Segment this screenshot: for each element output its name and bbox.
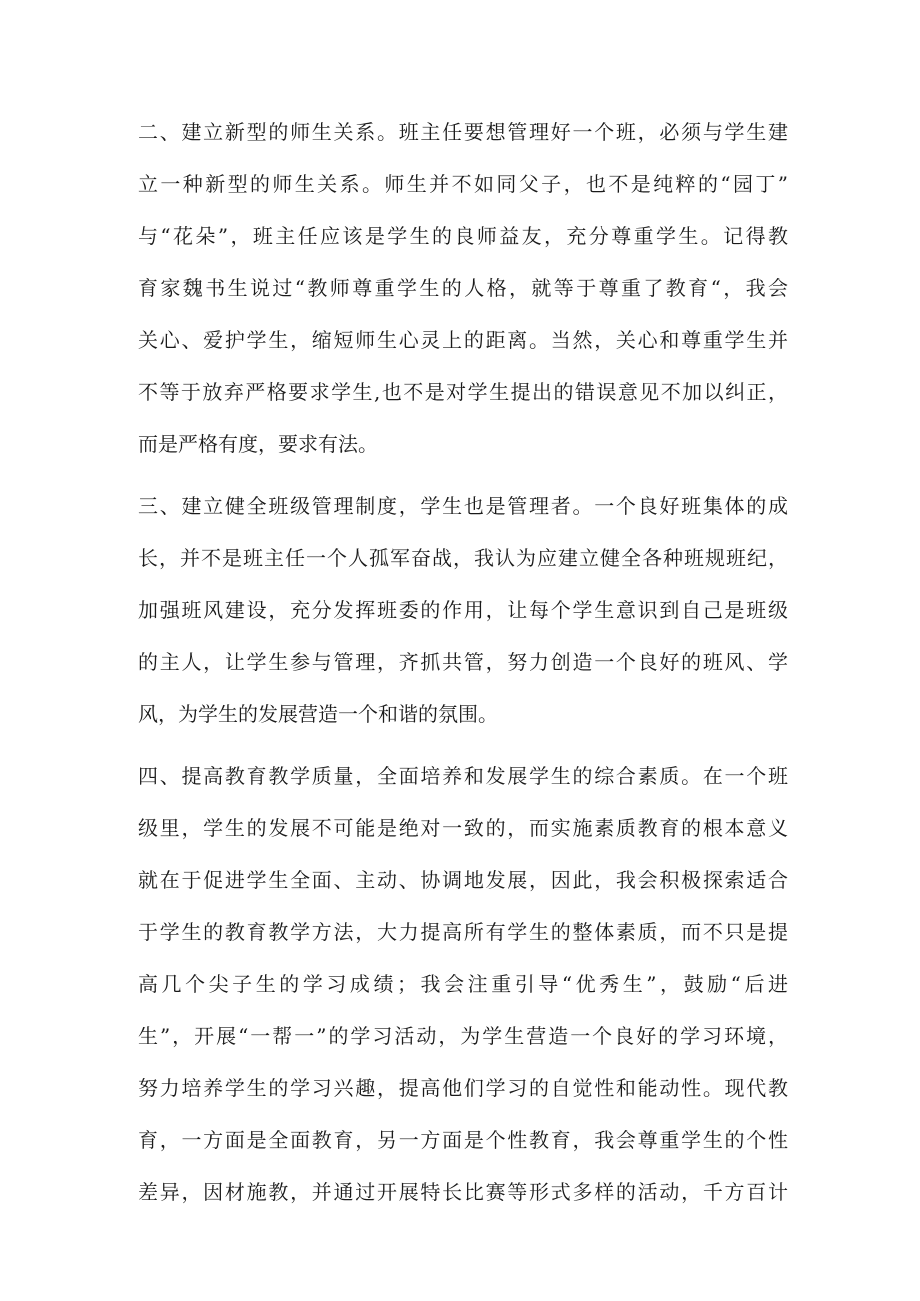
- text-line: 不等于放弃严格要求学生,也不是对学生提出的错误意见不加以纠正，: [138, 380, 788, 404]
- text-line: 高几个尖子生的学习成绩；我会注重引导“优秀生”，鼓励“后进: [138, 972, 788, 996]
- text-line: 四、提高教育教学质量，全面培养和发展学生的综合素质。在一个班: [138, 764, 788, 788]
- text-line: 育，一方面是全面教育，另一方面是个性教育，我会尊重学生的个性: [138, 1128, 788, 1152]
- text-line: 而是严格有度，要求有法。: [138, 432, 378, 456]
- text-line: 育家魏书生说过“教师尊重学生的人格，就等于尊重了教育“，我会: [138, 276, 788, 300]
- text-line: 风，为学生的发展营造一个和谐的氛围。: [138, 702, 498, 726]
- text-line: 就在于促进学生全面、主动、协调地发展，因此，我会积极探索适合: [138, 868, 788, 892]
- text-line: 生”，开展“一帮一”的学习活动，为学生营造一个良好的学习环境，: [138, 1024, 788, 1048]
- text-line: 三、建立健全班级管理制度，学生也是管理者。一个良好班集体的成: [138, 494, 788, 518]
- text-line: 二、建立新型的师生关系。班主任要想管理好一个班，必须与学生建: [138, 120, 788, 144]
- text-line: 与“花朵”，班主任应该是学生的良师益友，充分尊重学生。记得教: [138, 224, 788, 248]
- text-line: 长，并不是班主任一个人孤军奋战，我认为应建立健全各种班规班纪，: [138, 546, 788, 570]
- text-line: 加强班风建设，充分发挥班委的作用，让每个学生意识到自己是班级: [138, 598, 788, 622]
- text-line: 的主人，让学生参与管理，齐抓共管，努力创造一个良好的班风、学: [138, 650, 788, 674]
- text-line: 级里，学生的发展不可能是绝对一致的，而实施素质教育的根本意义: [138, 816, 788, 840]
- text-line: 立一种新型的师生关系。师生并不如同父子，也不是纯粹的“园丁”: [138, 172, 788, 196]
- text-line: 差异，因材施教，并通过开展特长比赛等形式多样的活动，千方百计: [138, 1180, 788, 1204]
- text-line: 关心、爱护学生，缩短师生心灵上的距离。当然，关心和尊重学生并: [138, 328, 788, 352]
- text-line: 于学生的教育教学方法，大力提高所有学生的整体素质，而不只是提: [138, 920, 788, 944]
- text-line: 努力培养学生的学习兴趣，提高他们学习的自觉性和能动性。现代教: [138, 1076, 788, 1100]
